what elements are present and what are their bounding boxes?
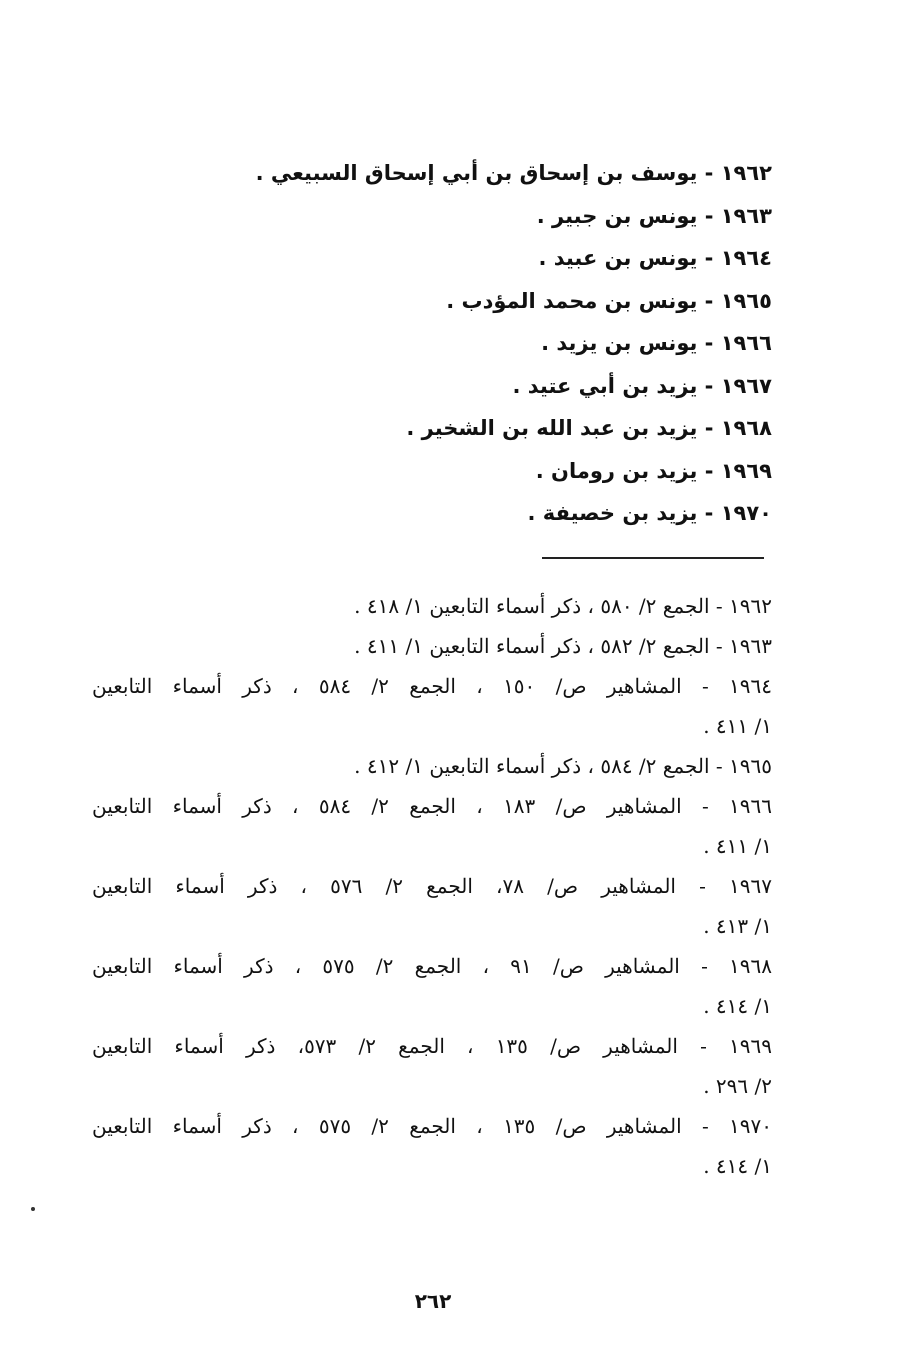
- footnote-continuation: ١/ ٤١٤ .: [703, 994, 772, 1018]
- entry-line: ١٩٧٠ - يزيد بن خصيفة .: [527, 501, 772, 525]
- footnote: [92, 1106, 772, 1186]
- entry-line: ١٩٦٣ - يونس بن جبير .: [536, 203, 772, 228]
- footnote-text: ١٩٦٣ - الجمع ٢/ ٥٨٢ ، ذكر أسماء التابعين ١/ ٤١١ .: [354, 634, 772, 658]
- page-number: ٢٦٢: [414, 1289, 452, 1313]
- entry-line: ١٩٦٤ - يونس بن عبيد .: [538, 246, 772, 270]
- footnote: [92, 626, 772, 666]
- scan-speck: [31, 1207, 35, 1211]
- footnote-text: ١٩٦٦ - المشاهير ص/ ١٨٣ ، الجمع ٢/ ٥٨٤ ، ذكر أسماء التابعين: [92, 794, 772, 818]
- footnote-text: ١٩٦٤ - المشاهير ص/ ١٥٠ ، الجمع ٢/ ٥٨٤ ، ذكر أسماء التابعين: [92, 674, 772, 698]
- entry-line: ١٩٦٥ - يونس بن محمد المؤدب .: [446, 288, 772, 313]
- footnote: [92, 1026, 772, 1106]
- footnote-continuation: ١/ ٤١٣ .: [703, 914, 772, 938]
- entries-list: [212, 152, 772, 535]
- footnote: [92, 746, 772, 786]
- footnote-text: ١٩٦٢ - الجمع ٢/ ٥٨٠ ، ذكر أسماء التابعين ١/ ٤١٨ .: [354, 594, 772, 618]
- footnote-continuation: ١/ ٤١٤ .: [703, 1154, 772, 1178]
- footnotes-list: [92, 586, 772, 1186]
- footnote: [92, 586, 772, 626]
- footnote: [92, 786, 772, 866]
- footnote-continuation: ١/ ٤١١ .: [703, 714, 772, 738]
- entry-line: ١٩٦٨ - يزيد بن عبد الله بن الشخير .: [406, 416, 772, 440]
- footnote-separator: [542, 557, 764, 559]
- footnote-text: ١٩٦٨ - المشاهير ص/ ٩١ ، الجمع ٢/ ٥٧٥ ، ذكر أسماء التابعين: [92, 954, 773, 978]
- entry-line: ١٩٦٦ - يونس بن يزيد .: [541, 331, 772, 355]
- footnote: [92, 866, 772, 946]
- entry-line: ١٩٦٢ - يوسف بن إسحاق بن أبي إسحاق السبيعي .: [255, 161, 772, 185]
- footnote-continuation: ٢/ ٢٩٦ .: [703, 1074, 772, 1098]
- entry-line: ١٩٦٩ - يزيد بن رومان .: [535, 458, 772, 483]
- footnote: [92, 666, 772, 746]
- footnote-text: ١٩٦٥ - الجمع ٢/ ٥٨٤ ، ذكر أسماء التابعين ١/ ٤١٢ .: [354, 754, 772, 778]
- footnote: [92, 946, 772, 1026]
- entry-line: ١٩٦٧ - يزيد بن أبي عتيد .: [512, 373, 772, 398]
- footnote-text: ١٩٦٩ - المشاهير ص/ ١٣٥ ، الجمع ٢/ ٥٧٣، ذكر أسماء التابعين: [92, 1034, 773, 1058]
- footnote-continuation: ١/ ٤١١ .: [703, 834, 772, 858]
- footnote-text: ١٩٦٧ - المشاهير ص/ ٧٨، الجمع ٢/ ٥٧٦ ، ذكر أسماء التابعين: [92, 874, 772, 898]
- footnote-text: ١٩٧٠ - المشاهير ص/ ١٣٥ ، الجمع ٢/ ٥٧٥ ، ذكر أسماء التابعين: [92, 1114, 772, 1138]
